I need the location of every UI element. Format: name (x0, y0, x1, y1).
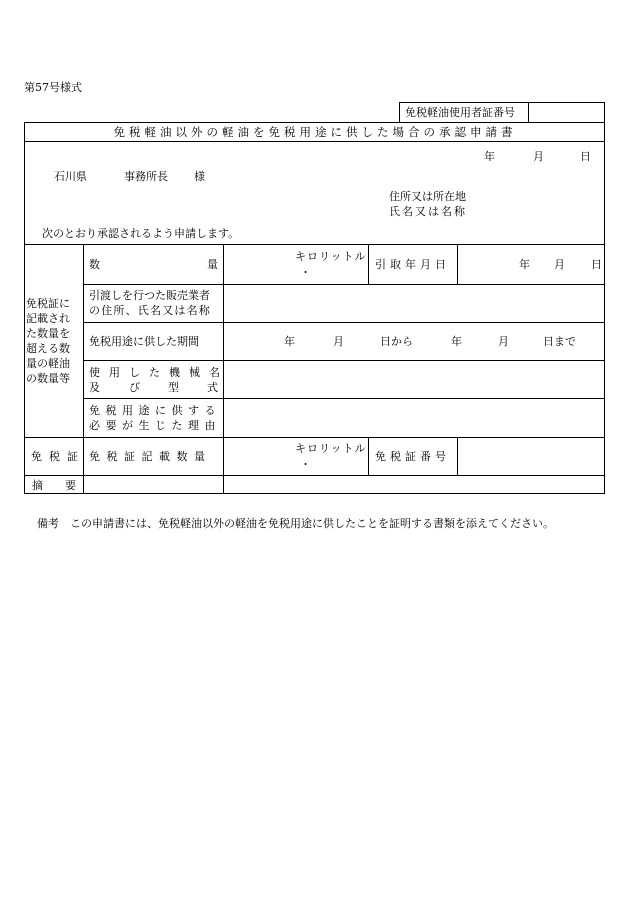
permit-number-field[interactable] (534, 106, 600, 120)
form-title: 免税軽油以外の軽油を免税用途に供した場合の承認申請書 (113, 125, 517, 139)
delivery-date-label: 引取年月日 (375, 258, 450, 271)
certificate-quantity-label: 免税証記載数量 (89, 450, 212, 463)
applicant-name-label: 氏名又は名称 (389, 205, 467, 218)
period-month1: 月 (333, 335, 344, 348)
period-month2: 月 (498, 335, 509, 348)
delivery-day-label: 日 (591, 258, 602, 271)
date-year-label: 年 (484, 150, 495, 163)
permit-number-box (399, 102, 605, 123)
addressee-honorific: 様 (194, 170, 205, 183)
machine-label-line2-c: 型 (168, 381, 179, 394)
machine-label-line2-b: び (129, 381, 140, 394)
footnote: 備考 この申請書には、免税軽油以外の軽油を免税用途に供したことを証明する書類を添えてください。 (37, 517, 554, 530)
reason-label-line2: 必要が生じた理由 (89, 419, 221, 432)
delivery-month-label: 月 (554, 258, 565, 271)
machine-label-line2-a: 及 (89, 381, 100, 394)
period-until: 日まで (543, 335, 576, 348)
machine-input[interactable] (224, 361, 604, 397)
section-label: 免税証に 記載され た数量を 超える数 量の軽油 の数量等 (26, 297, 70, 385)
certificate-unit: キロリットル (295, 442, 367, 455)
seller-input[interactable] (224, 285, 604, 321)
request-statement: 次のとおり承認されるよう申請します。 (42, 227, 240, 240)
machine-label-line2-d: 式 (207, 381, 218, 394)
period-from: 日から (380, 335, 413, 348)
addressee-office: 事務所長 (124, 170, 168, 183)
date-month-label: 月 (533, 150, 544, 163)
addressee-prefecture: 石川県 (54, 170, 87, 183)
seller-label-line1: 引渡しを行つた販売業者 (89, 289, 210, 302)
reason-input[interactable] (224, 399, 604, 436)
period-label: 免税用途に供した期間 (89, 335, 199, 348)
applicant-address-label: 住所又は所在地 (389, 190, 466, 203)
period-year2: 年 (451, 335, 462, 348)
date-day-label: 日 (580, 150, 591, 163)
certificate-label: 免税証 (31, 450, 85, 463)
quantity-label-left: 数 (89, 258, 100, 271)
period-year1: 年 (284, 335, 295, 348)
form-number: 第57号様式 (24, 81, 82, 94)
permit-number-label: 免税軽油使用者証番号 (405, 106, 515, 119)
reason-label-line1: 免税用途に供する (89, 404, 221, 417)
delivery-year-label: 年 (519, 258, 530, 271)
remarks-input[interactable] (84, 476, 604, 493)
seller-label-line2: の住所、氏名又は名称 (89, 304, 211, 317)
certificate-number-label: 免税証番号 (375, 450, 450, 463)
quantity-label-right: 量 (207, 258, 218, 271)
machine-label-line1: 使用した機械名 (89, 366, 229, 379)
remarks-label: 摘 要 (32, 479, 76, 492)
certificate-unit-mark: ・ (300, 458, 311, 471)
certificate-number-input[interactable] (458, 438, 604, 474)
quantity-unit-mark: ・ (300, 266, 311, 279)
quantity-unit: キロリットル (295, 250, 367, 263)
